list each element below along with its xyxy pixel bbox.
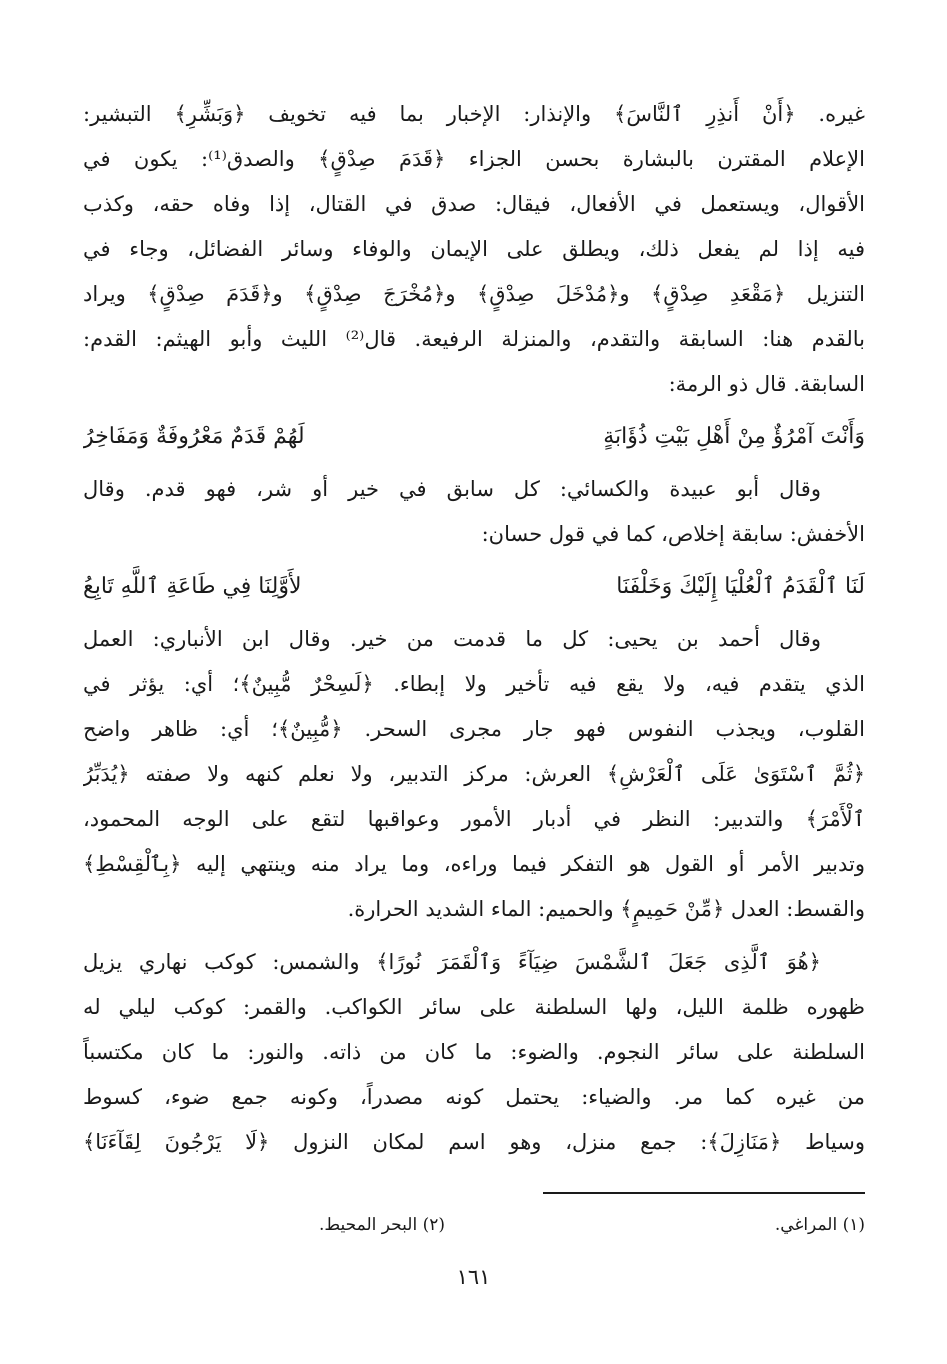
paragraph [83,92,865,407]
footnote-divider [543,1192,865,1194]
footnotes [83,1210,865,1240]
text-line: الأقوال، ويستعمل في الأفعال، فيقال: صدق في القتال، إذا وفاه حقه، وكذب [83,192,865,216]
text-line: ظهوره ظلمة الليل، ولها السلطنة على سائر الكواكب. والقمر: كوكب ليلي له [83,995,865,1019]
page-number: ١٦١ [456,1265,491,1289]
verse-second-hemistich: لَهُمْ قَدَمٌ مَعْرُوفَةٌ وَمَفَاخِرُ [83,424,305,449]
main-text [83,92,865,1165]
text-line: السابقة. قال ذو الرمة: [668,372,865,396]
text-line: وسياط ﴿مَنَازِلَ﴾: جمع منزل، وهو اسم لمكان النزول ﴿لَا يَرْجُونَ لِقَآءَنَا﴾ [83,1130,865,1154]
text-line: الذي يتقدم فيه، ولا يقع فيه تأخير ولا إبطاء. ﴿لَسِحْرٌ مُّبِينٌ﴾؛ أي: يؤثر في [83,672,865,696]
text-line: ٱلْأَمْرَ﴾ والتدبير: النظر في أدبار الأمور وعواقبها لتقع على الوجه المحمود، [83,807,865,831]
text-line: غيره. ﴿أَنْ أَنذِرِ ٱلنَّاسَ﴾ والإنذار: الإخبار بما فيه تخويف ﴿وَبَشِّرِ﴾ التبشير: [83,102,865,126]
text-line: التنزيل ﴿مَقْعَدِ صِدْقٍ﴾ و﴿مُدْخَلَ صِدْقٍ﴾ و﴿مُخْرَجَ صِدْقٍ﴾ و﴿قَدَمَ صِدْقٍ﴾ ويراد [83,282,865,306]
text-line: وقال أحمد بن يحيى: كل ما قدمت من خير. وقال ابن الأنباري: العمل [83,627,821,651]
text-line: السلطنة على سائر النجوم. والضوء: ما كان من ذاته. والنور: ما كان مكتسباً [83,1040,865,1064]
text-line: وتدبير الأمر أو القول هو التفكر فيما وراءه، وما يراد منه وينتهي إليه ﴿بِٱلْقِسْطِ﴾ [83,852,865,876]
text-line: القلوب، ويجذب النفوس فهو جار مجرى السحر. ﴿مُّبِينٌ﴾؛ أي: ظاهر واضح [83,717,865,741]
text-line: الأخفش: سابقة إخلاص، كما في قول حسان: [481,522,865,546]
text-line: بالقدم هنا: السابقة والتقدم، والمنزلة الرفيعة. قال⁽²⁾ الليث وأبو الهيثم: القدم: [83,327,865,351]
text-line: والقسط: العدل ﴿مِّنْ حَمِيمٍ﴾ والحميم: الماء الشديد الحرارة. [347,897,865,921]
text-line: من غيره كما مر. والضياء: يحتمل كونه مصدراً، وكونه جمع ضوء، كسوط [83,1085,865,1109]
verse-second-hemistich: لأَوَّلِنَا فِي طَاعَةِ ٱللَّهِ تَابِعُ [83,574,302,599]
text-line: ﴿هُوَ ٱلَّذِى جَعَلَ ٱلشَّمْسَ ضِيَآءً وَٱلْقَمَرَ نُورًا﴾ والشمس: كوكب نهاري يزيل [83,950,821,974]
paragraph-gap [83,932,865,940]
text-line: الإعلام المقترن بالبشارة بحسن الجزاء ﴿قَدَمَ صِدْقٍ﴾ والصدق⁽¹⁾: يكون في [83,147,865,171]
text-line: وقال أبو عبيدة والكسائي: كل سابق في خير أو شر، فهو قدم. وقال [83,477,821,501]
verse-first-hemistich: وَأَنْتَ آمْرُؤٌ مِنْ أَهْلِ بَيْتِ ذُؤَابَةٍ [603,424,865,449]
paragraph [83,940,865,1165]
footnote-2: (٢) البحر المحيط. [319,1215,445,1235]
text-line: ﴿ثُمَّ ٱسْتَوَىٰ عَلَى ٱلْعَرْشِ﴾ العرش: مركز التدبير، ولا نعلم كنهه ولا صفته ﴿يُدَبِّرُ [83,762,865,786]
footnote-1: (١) المراغي. [774,1215,865,1235]
poetry-verse [83,557,865,617]
verse-first-hemistich: لَنَا ٱلْقَدَمُ ٱلْعُلْيَا إِلَيْكَ وَخَلْفَنَا [616,574,865,599]
poetry-verse [83,407,865,467]
paragraph [83,467,865,557]
paragraph [83,617,865,932]
text-line: فيه إذا لم يفعل ذلك، ويطلق على الإيمان والوفاء وسائر الفضائل، وجاء في [83,237,865,261]
